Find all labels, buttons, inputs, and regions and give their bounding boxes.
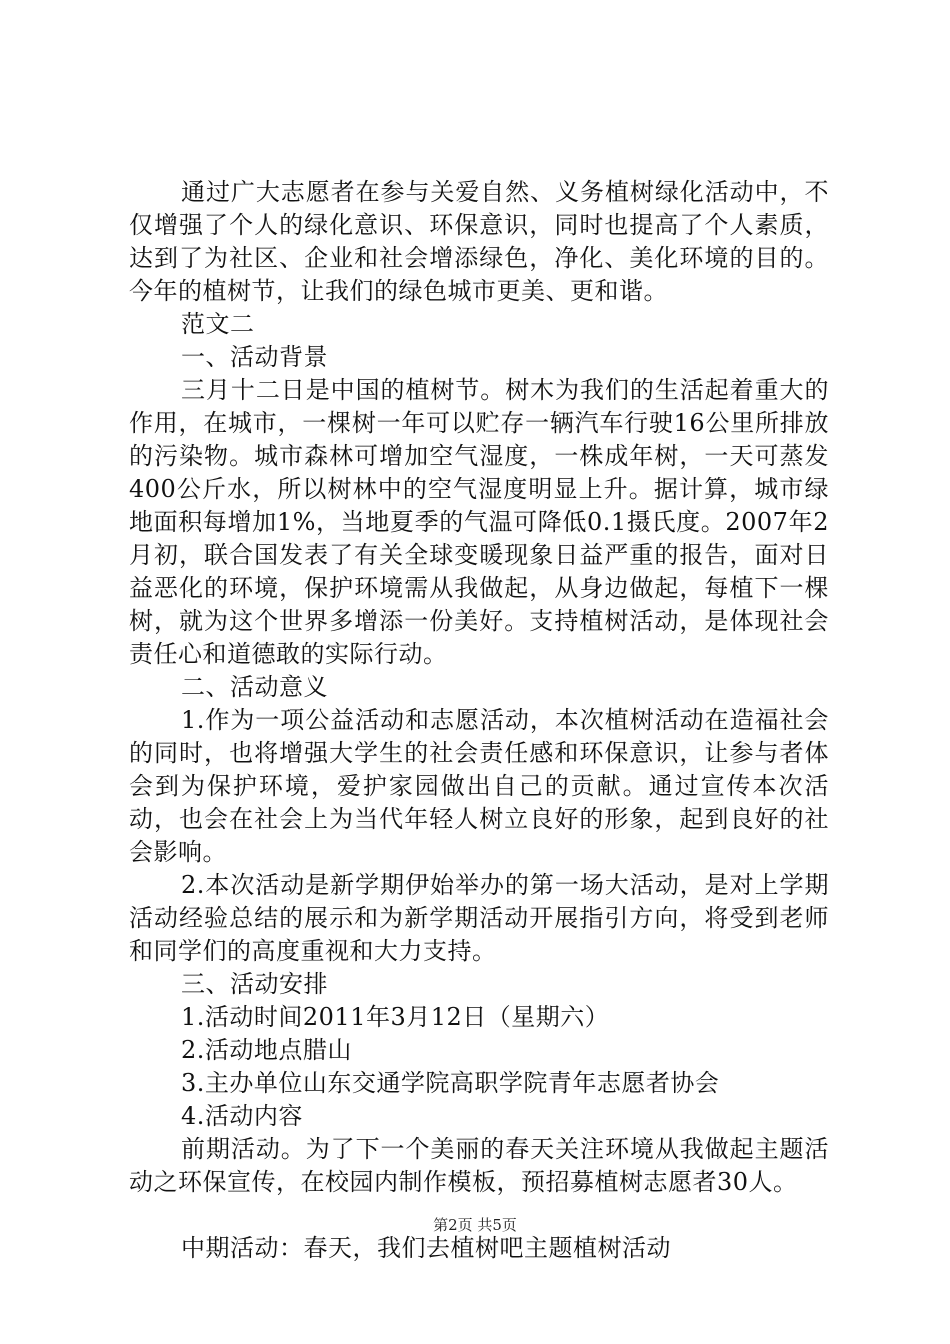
arrangement-content: 4.活动内容 <box>181 1102 303 1130</box>
paragraph-significance-1: 1.作为一项公益活动和志愿活动，本次植树活动在造福社会的同时，也将增强大学生的社会责任感和环保意识，让参与者体会到为保护环境，爱护家园做出自己的贡献。通过宣传本次活动，也会在社会上为当代年轻人树立良好的形象，起到良好的社会影响。 <box>129 706 829 866</box>
arrangement-organizer: 3.主办单位山东交通学院高职学院青年志愿者协会 <box>181 1069 720 1097</box>
arrangement-location: 2.活动地点腊山 <box>181 1036 352 1064</box>
paragraph-background: 三月十二日是中国的植树节。树木为我们的生活起着重大的作用，在城市，一棵树一年可以贮存一辆汽车行驶16公里所排放的污染物。城市森林可增加空气湿度，一株成年树，一天可蒸发400公斤水，所以树林中的空气湿度明显上升。据计算，城市绿地面积每增加1%，当地夏季的气温可降低0.1摄氏度。2007年2月初，联合国发表了有关全球变暖现象日益严重的报告，面对日益恶化的环境，保护环境需从我做起，从身边做起，每植下一棵树，就为这个世界多增添一份美好。支持植树活动，是体现社会责任心和道德敢的实际行动。 <box>129 376 829 668</box>
heading-activity-background: 一、活动背景 <box>181 343 328 371</box>
heading-activity-arrangement: 三、活动安排 <box>181 970 328 998</box>
heading-activity-significance: 二、活动意义 <box>181 673 328 701</box>
heading-fanwen-er: 范文二 <box>181 310 255 338</box>
page-footer <box>0 1215 950 1235</box>
paragraph-intro: 通过广大志愿者在参与关爱自然、义务植树绿化活动中，不仅增强了个人的绿化意识、环保意识，同时也提高了个人素质，达到了为社区、企业和社会增添绿色，净化、美化环境的目的。今年的植树节，让我们的绿色城市更美、更和谐。 <box>129 178 829 305</box>
document-body <box>129 176 829 1265</box>
paragraph-mid-activity: 中期活动：春天，我们去植树吧主题植树活动 <box>181 1234 671 1262</box>
paragraph-early-activity: 前期活动。为了下一个美丽的春天关注环境从我做起主题活动之环保宣传，在校园内制作模板，预招募植树志愿者30人。 <box>129 1135 829 1196</box>
arrangement-time: 1.活动时间2011年3月12日（星期六） <box>181 1003 610 1031</box>
paragraph-significance-2: 2.本次活动是新学期伊始举办的第一场大活动，是对上学期活动经验总结的展示和为新学期活动开展指引方向，将受到老师和同学们的高度重视和大力支持。 <box>129 871 829 965</box>
page-number-label: 第2页 共5页 <box>433 1216 517 1234</box>
